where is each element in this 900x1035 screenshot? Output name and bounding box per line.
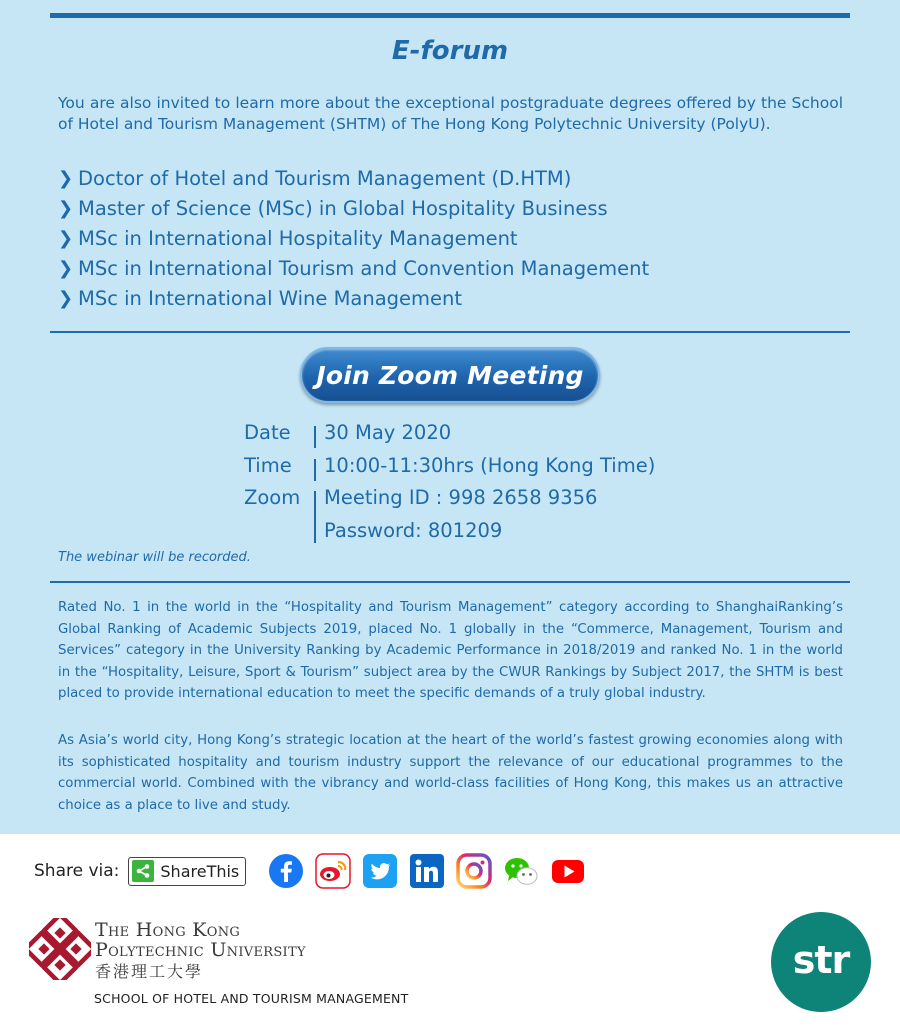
twitter-icon[interactable] — [362, 853, 398, 889]
list-item: ❯ MSc in International Hospitality Management — [58, 226, 518, 250]
meeting-id[interactable]: Meeting ID : 998 2658 9356 — [324, 486, 598, 509]
polyu-seal-icon — [29, 918, 91, 980]
chevron-right-icon: ❯ — [58, 287, 74, 309]
share-bar — [34, 853, 597, 889]
chevron-right-icon: ❯ — [58, 227, 74, 249]
date-value: 30 May 2020 — [324, 421, 452, 444]
date-separator — [314, 426, 316, 448]
section-divider — [50, 581, 850, 583]
str-logo — [771, 912, 871, 1012]
weibo-icon[interactable] — [315, 853, 351, 889]
list-item: ❯ MSc in International Tourism and Convention Management — [58, 256, 650, 280]
join-zoom-meeting-button[interactable] — [300, 347, 600, 403]
programme-list — [58, 163, 649, 313]
instagram-icon[interactable] — [456, 853, 492, 889]
zoom-label: Zoom — [244, 486, 301, 509]
str-logo-text: str — [792, 938, 850, 982]
list-item: ❯ MSc in International Wine Management — [58, 286, 463, 310]
date-label: Date — [244, 421, 291, 444]
chevron-right-icon: ❯ — [58, 167, 74, 189]
top-divider — [50, 13, 850, 18]
intro-text: You are also invited to learn more about the exceptional postgraduate degrees offered by the School of Hotel and Tourism Management (SHTM) of The Hong Kong Polytechnic University (PolyU). — [58, 94, 843, 133]
university-name-line-2: Polytechnic University — [95, 939, 306, 961]
rankings-paragraph: Rated No. 1 in the world in the “Hospitality and Tourism Management” category according to ShanghaiRanking’s Global Ranking of Academic Subjects 2019, placed No. 1 globally in the “Commerce, Management, Tourism and Services” category in the University Ranking by Academic Performance in 2018/2019 and ranked No. 1 in the world in the “Hospitality, Leisure, Sport & Tourism” subject area by the CWUR Rankings by Subject 2017, the SHTM is best placed to provide international education to meet the specific demands of a truly global industry. — [58, 600, 843, 701]
university-name-line-1: The Hong Kong — [95, 919, 241, 941]
university-name-chinese: 香港理工大學 — [95, 962, 204, 981]
list-item: ❯ Master of Science (MSc) in Global Hospitality Business — [58, 196, 608, 220]
youtube-icon[interactable] — [550, 853, 586, 889]
sharethis-label: ShareThis — [160, 861, 240, 881]
time-label: Time — [244, 453, 292, 477]
time-separator — [314, 459, 316, 481]
chevron-right-icon: ❯ — [58, 197, 74, 219]
sharethis-button[interactable] — [128, 857, 246, 886]
zoom-separator — [314, 491, 316, 543]
recorded-note: The webinar will be recorded. — [58, 550, 251, 565]
chevron-right-icon: ❯ — [58, 257, 74, 279]
facebook-icon[interactable] — [268, 853, 304, 889]
join-zoom-meeting-label: Join Zoom Meeting — [316, 360, 584, 390]
share-icon — [132, 860, 154, 882]
list-item: ❯ Doctor of Hotel and Tourism Management (D.HTM) — [58, 166, 572, 190]
section-divider — [50, 331, 850, 333]
linkedin-icon[interactable] — [409, 853, 445, 889]
hong-kong-paragraph: As Asia’s world city, Hong Kong’s strategic location at the heart of the world’s fastest growing economies along with its sophisticated hospitality and tourism industry support the relevance of our educational programmes to the commercial world. Combined with the vibrancy and world-class facilities of Hong Kong, this makes us an attractive choice as a place to live and study. — [58, 733, 843, 813]
school-name: SCHOOL OF HOTEL AND TOURISM MANAGEMENT — [94, 991, 409, 1006]
university-name — [95, 920, 306, 984]
share-label: Share via: — [34, 861, 120, 881]
wechat-icon[interactable] — [503, 853, 539, 889]
time-value: 10:00-11:30hrs (Hong Kong Time) — [324, 453, 656, 477]
page-title: E-forum — [391, 36, 509, 66]
meeting-password[interactable]: Password: 801209 — [324, 518, 503, 542]
